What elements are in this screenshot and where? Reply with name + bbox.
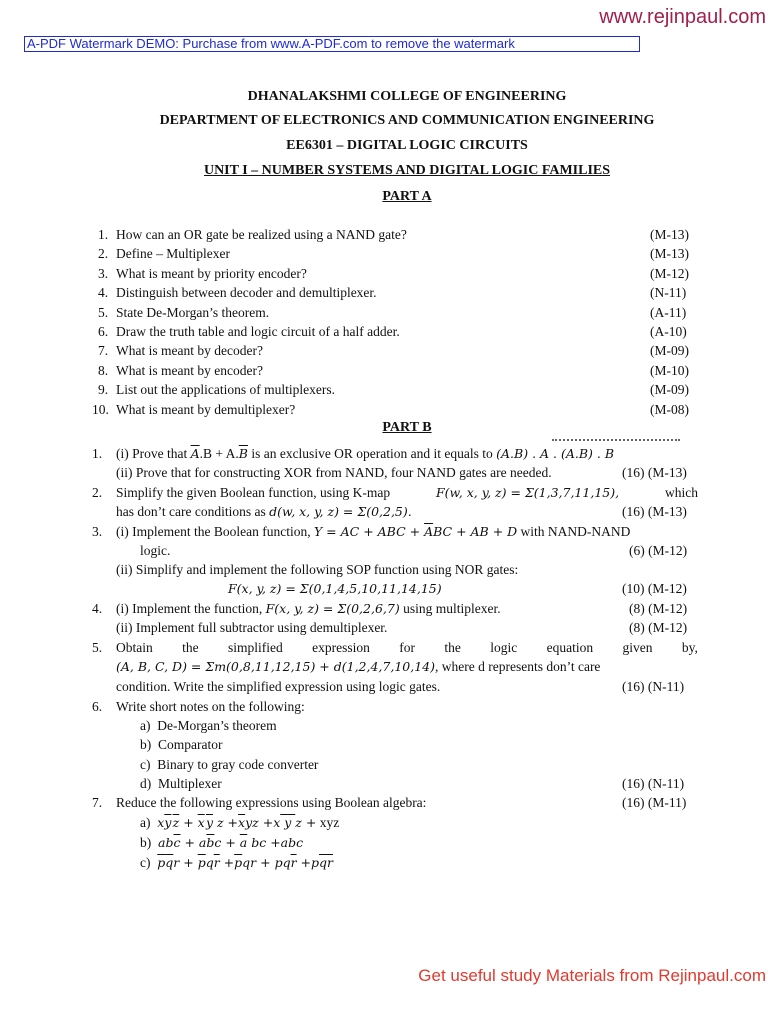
question-mark: (8) (M-12) xyxy=(629,620,688,635)
question-number: 6. xyxy=(98,324,109,339)
question-number: 2. xyxy=(92,485,103,500)
question-mark: (16) (M-11) xyxy=(622,795,687,810)
word: expression xyxy=(312,640,370,655)
word: equation xyxy=(546,640,594,655)
question-mark: (M-08) xyxy=(650,401,689,417)
question-number: 3. xyxy=(92,524,103,539)
question-mark: (16) (M-13) xyxy=(622,504,687,519)
question-number: 1. xyxy=(98,227,109,242)
question-text: Distinguish between decoder and demultiplexer. xyxy=(116,285,377,301)
question-mark: (N-11) xyxy=(650,285,687,301)
question-mark: (M-09) xyxy=(650,382,689,398)
watermark-banner[interactable]: A-PDF Watermark DEMO: Purchase from www.A-PDF.com to remove the watermark xyxy=(24,36,640,52)
question-mark: (M-10) xyxy=(650,362,689,378)
question-text: has don’t care conditions as d(w, x, y, z) = Σ(0,2,5). xyxy=(116,504,412,519)
question-mark: (10) (M-12) xyxy=(622,581,687,596)
question-mark: (16) (M-13) xyxy=(622,465,687,480)
q7-item-a: a) $x\overline{y}$ $\overline{z} + \overline{x}$ $\overline{y}$ $z +\overline{x}yz +x$ y z + xyz xyxy=(140,815,340,830)
q7-item-b: b) $ab\overline{c} + a\overline{b}c + \overline{a}$ bc +abc xyxy=(140,835,304,850)
word: logic xyxy=(490,640,518,655)
overbar-mark xyxy=(552,439,680,444)
question-mark: (16) (N-11) xyxy=(622,679,685,694)
question-text: (ii) Prove that for constructing XOR from NAND, four NAND gates are needed. xyxy=(116,465,552,480)
college-name: DHANALAKSHMI COLLEGE OF ENGINEERING xyxy=(247,89,567,104)
question-number: 2. xyxy=(98,246,109,262)
q6-item: d) Multiplexer xyxy=(140,775,222,791)
question-number: 5. xyxy=(98,304,109,320)
word: the xyxy=(444,640,461,655)
q6-item: b) Comparator xyxy=(140,737,223,753)
question-number: 5. xyxy=(92,640,103,655)
question-text: logic. xyxy=(140,543,171,558)
question-number: 6. xyxy=(92,699,103,714)
question-number: 7. xyxy=(98,343,109,359)
question-text: List out the applications of multiplexers. xyxy=(116,382,335,398)
question-text: State De-Morgan’s theorem. xyxy=(116,304,270,320)
question-mark: (6) (M-12) xyxy=(629,543,688,558)
part-b-title: PART B xyxy=(382,420,432,435)
question-text: How can an OR gate be realized using a NAND gate? xyxy=(116,227,407,242)
b-bar: $\overline{B}$ xyxy=(238,446,248,461)
xor-expression: (A.B) . A . (A.B) . B xyxy=(496,446,615,461)
question-number: 10. xyxy=(92,401,109,417)
question-text: What is meant by decoder? xyxy=(116,343,263,359)
q6-item: c) Binary to gray code converter xyxy=(140,756,319,772)
question-number: 3. xyxy=(98,265,109,281)
question-number: 1. xyxy=(92,446,103,461)
footer-promo[interactable]: Get useful study Materials from Rejinpaul.com xyxy=(418,966,766,985)
question-text: Simplify the given Boolean function, using K-map F(w, x, y, z) = Σ(1,3,7,11,15), which xyxy=(116,485,698,500)
question-mark: (M-13) xyxy=(650,227,689,242)
word: given xyxy=(622,640,653,655)
word: Obtain xyxy=(116,640,153,655)
q7-item-c: c) $\overline{p}\overline{q}r + \overline{p}q\overline{r} +\overline{p}qr + pq\overline{r} +p\overline{q}\overline{r}$ xyxy=(140,855,334,870)
part-a-title: PART A xyxy=(382,189,432,204)
question-text: (i) Implement the function, F(x, y, z) = Σ(0,2,6,7) using multiplexer. xyxy=(116,601,501,616)
word: simplified xyxy=(228,640,283,655)
word: for xyxy=(399,640,415,655)
question-text: What is meant by demultiplexer? xyxy=(116,401,296,417)
question-text: What is meant by priority encoder? xyxy=(116,265,307,281)
question-text xyxy=(116,640,698,656)
question-text: What is meant by encoder? xyxy=(116,362,263,378)
site-url[interactable]: www.rejinpaul.com xyxy=(599,6,766,28)
sop-expression: F(x, y, z) = Σ(0,1,4,5,10,11,14,15) xyxy=(228,581,442,596)
department-name: DEPARTMENT OF ELECTRONICS AND COMMUNICATION ENGINEERING xyxy=(159,113,655,128)
question-mark: (M-13) xyxy=(650,246,689,262)
question-mark: (A-10) xyxy=(650,324,687,339)
course-title: EE6301 – DIGITAL LOGIC CIRCUITS xyxy=(286,138,528,153)
question-mark: (16) (N-11) xyxy=(622,776,685,791)
question-mark: (8) (M-12) xyxy=(629,601,688,616)
question-number: 7. xyxy=(92,795,103,810)
question-text: condition. Write the simplified expression using logic gates. xyxy=(116,679,441,694)
word: the xyxy=(182,640,199,655)
question-mark: (M-12) xyxy=(650,265,689,281)
q6-item: a) De-Morgan’s theorem xyxy=(140,718,277,733)
question-text: (i) Prove that $\overline{A}.B + A.\overline{B}$ is an exclusive OR operation and it equals to (A.B) . A . (A.B) . B xyxy=(116,446,615,461)
unit-title: UNIT I – NUMBER SYSTEMS AND DIGITAL LOGIC FAMILIES xyxy=(203,163,611,178)
question-text: Define – Multiplexer xyxy=(116,246,230,262)
question-text: (A, B, C, D) = Σm(0,8,11,12,15) + d(1,2,4,7,10,14), where d represents don’t care xyxy=(116,659,601,674)
question-text: Draw the truth table and logic circuit of a half adder. xyxy=(116,324,400,339)
question-text: Reduce the following expressions using Boolean algebra: xyxy=(116,795,427,810)
question-text: Write short notes on the following: xyxy=(116,699,305,714)
question-mark: (A-11) xyxy=(650,304,687,320)
question-number: 4. xyxy=(98,285,109,301)
question-text: (ii) Implement full subtractor using demultiplexer. xyxy=(116,620,388,635)
question-number: 8. xyxy=(98,362,109,378)
word: by, xyxy=(681,640,698,655)
question-number: 9. xyxy=(98,382,109,398)
a-bar: $\overline{A}$ xyxy=(190,446,200,461)
question-mark: (M-09) xyxy=(650,343,689,359)
question-number: 4. xyxy=(92,601,103,616)
question-text: (i) Implement the Boolean function, Y = AC + ABC + $\overline{A}BC$ + AB + D with NAND-NAND xyxy=(116,524,631,539)
question-text: (ii) Simplify and implement the following SOP function using NOR gates: xyxy=(116,562,519,577)
